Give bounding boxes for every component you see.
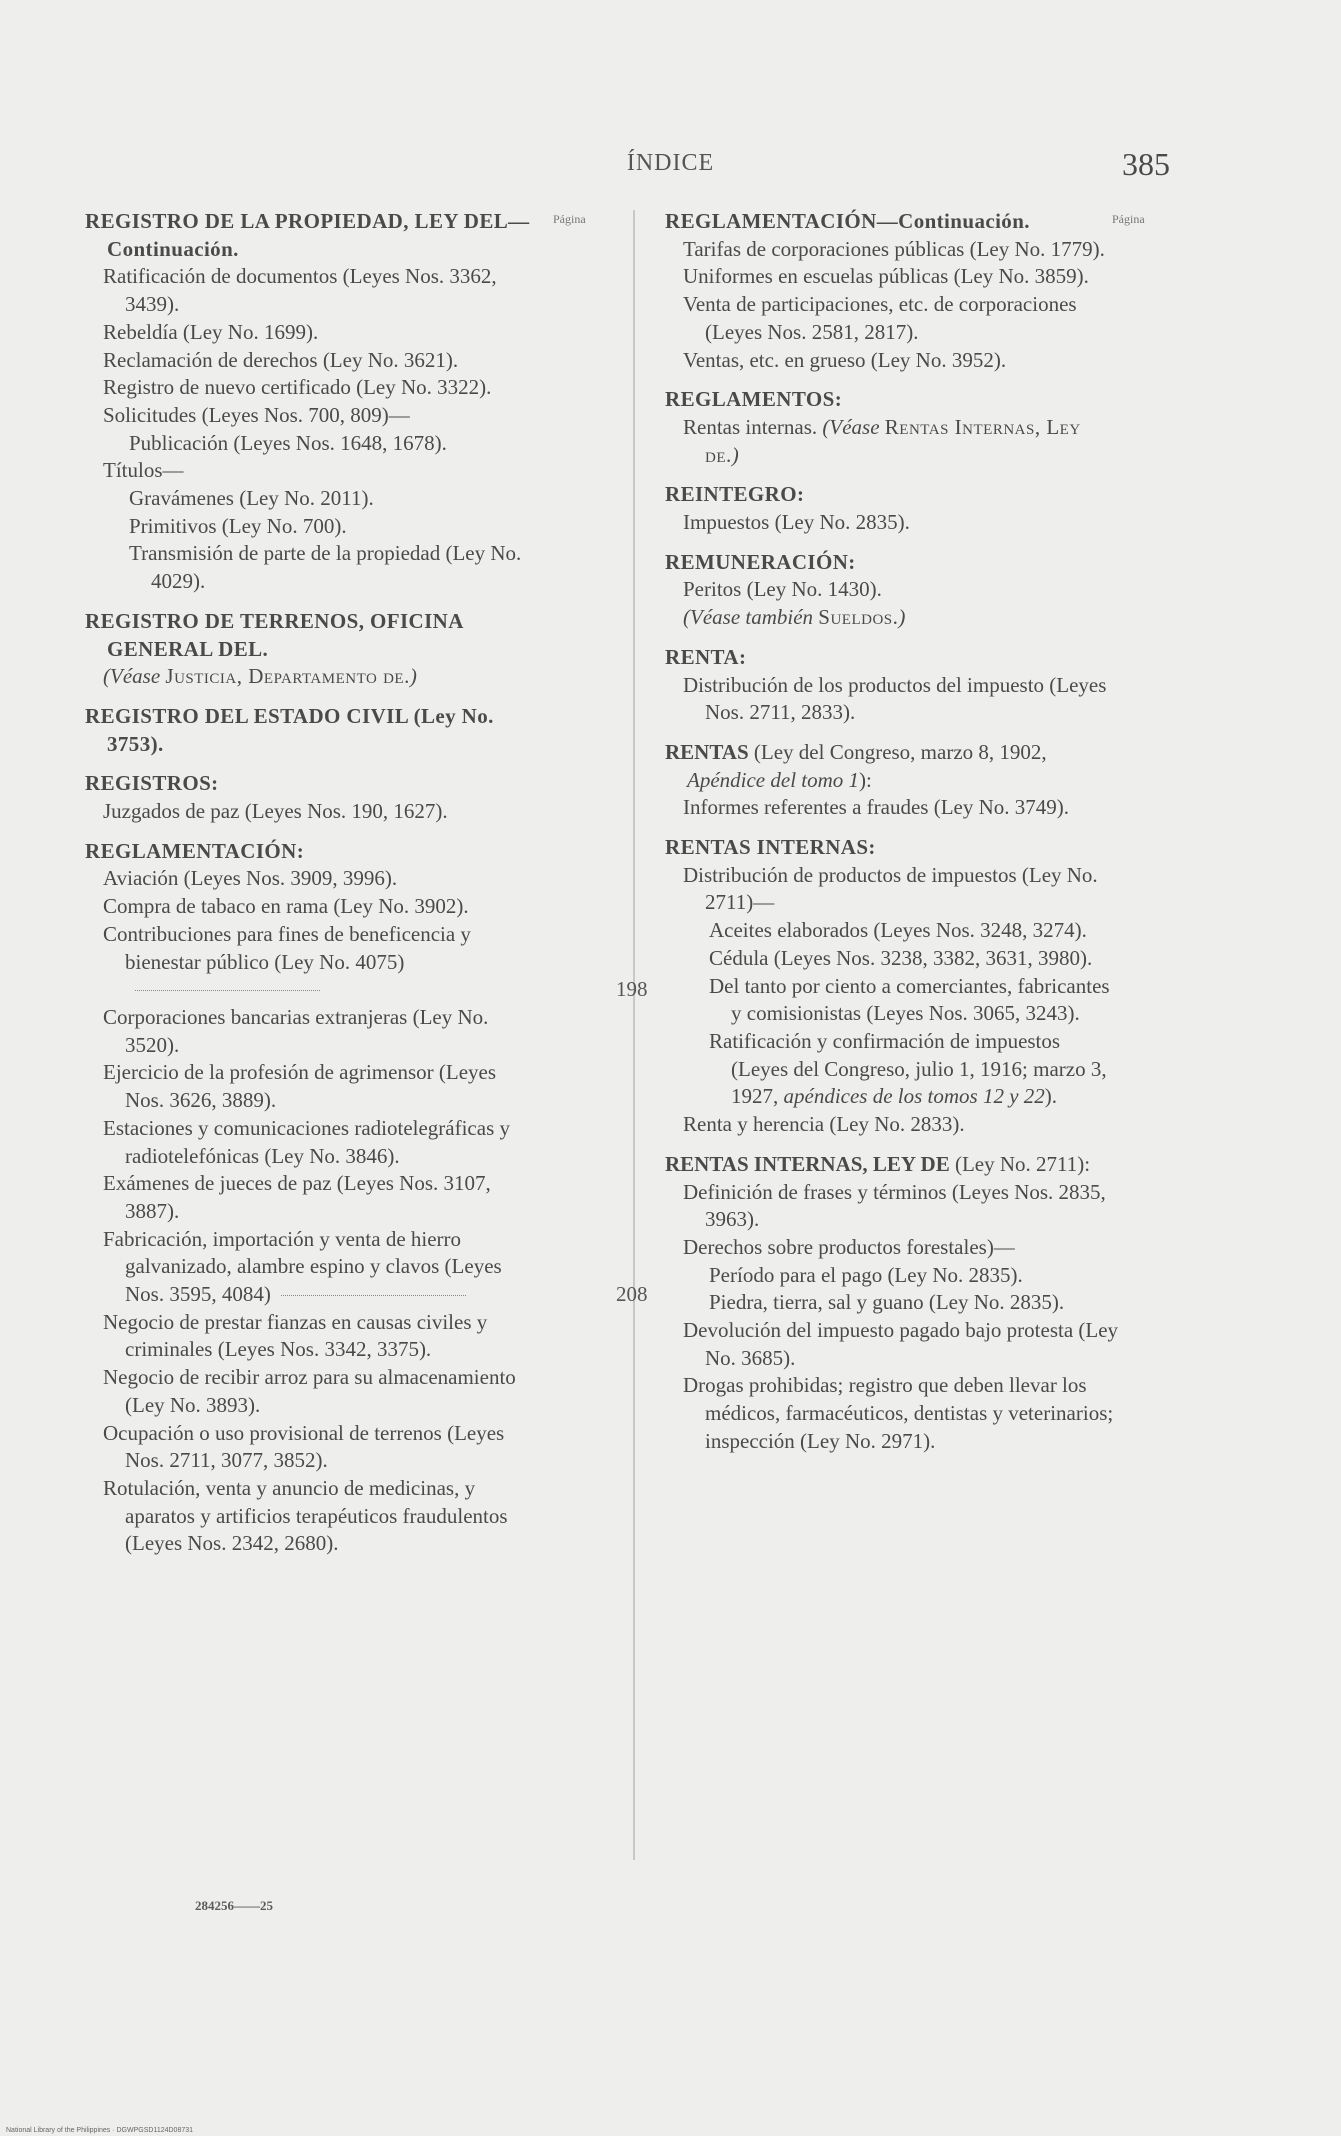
entry-text: Ratificación y confirmación de impuestos (Leyes del Congreso, julio 1, 1916; marzo 3, 1927,: [709, 1028, 1107, 1109]
index-entry: Distribución de productos de impuestos (Ley No. 2711)—: [683, 862, 1098, 915]
page-reference: 198: [616, 977, 648, 1002]
pagina-label-left: Página: [553, 212, 586, 226]
heading-word: RENTAS INTERNAS, LEY DE: [665, 1151, 950, 1176]
index-heading: REGISTRO DE LA PROPIEDAD, LEY DEL—Continuación.: [85, 209, 530, 261]
entry-text: Fabricación, importación y venta de hierro galvanizado, alambre espino y clavos (Leyes Nos. 3595, 4084): [103, 1226, 502, 1307]
index-heading: RENTA:: [665, 644, 747, 669]
index-heading-mixed: [665, 739, 1120, 794]
see-target: Justicia, Departamento de.: [165, 664, 410, 689]
index-entry: Definición de frases y términos (Leyes Nos. 2835, 3963).: [683, 1179, 1106, 1232]
index-entry: Ratificación de documentos (Leyes Nos. 3362, 3439).: [103, 264, 497, 317]
index-entry: Títulos—: [103, 458, 184, 483]
index-entry: Negocio de recibir arroz para su almacenamiento (Ley No. 3893).: [103, 1365, 516, 1417]
index-subentry: Primitivos (Ley No. 700).: [129, 513, 347, 538]
index-heading: REINTEGRO:: [665, 482, 805, 507]
index-entry: Solicitudes (Leyes Nos. 700, 809)—: [103, 402, 410, 427]
page-number: 385: [1122, 146, 1170, 182]
index-subentry: Del tanto por ciento a comerciantes, fabricantes y comisionistas (Leyes Nos. 3065, 3243).: [709, 973, 1110, 1026]
index-subentry: Aceites elaborados (Leyes Nos. 3248, 3274).: [709, 918, 1087, 943]
index-entry: Derechos sobre productos forestales)—: [683, 1234, 1015, 1259]
index-entry: Devolución del impuesto pagado bajo protesta (Ley No. 3685).: [683, 1318, 1119, 1370]
right-column: [665, 208, 1120, 1456]
index-entry: Drogas prohibidas; registro que deben llevar los médicos, farmacéuticos, dentistas y veterinarios; inspección (Ley No. 2971).: [683, 1373, 1114, 1453]
index-entry: Impuestos (Ley No. 2835).: [683, 510, 910, 535]
index-heading: REGISTROS:: [85, 771, 219, 796]
entry-text: Contribuciones para fines de beneficencia y bienestar público (Ley No. 4075): [103, 921, 471, 974]
index-heading: REGISTRO DEL ESTADO CIVIL (Ley No. 3753).: [85, 703, 494, 756]
entry-closing: ).: [1044, 1084, 1058, 1109]
see-target: Rentas Internas, Ley de.: [705, 414, 1081, 467]
index-entry: Corporaciones bancarias extranjeras (Ley No. 3520).: [103, 1004, 489, 1057]
running-title: ÍNDICE: [626, 150, 715, 176]
dot-leader: [281, 1295, 466, 1296]
index-entry: Ventas, etc. en grueso (Ley No. 3952).: [683, 347, 1007, 372]
index-subentry: Transmisión de parte de la propiedad (Ley No. 4029).: [129, 541, 522, 594]
entry-appendix: apéndices de los tomos 12 y 22: [783, 1084, 1045, 1109]
index-entry: Aviación (Leyes Nos. 3909, 3996).: [103, 866, 398, 891]
index-entry: Ocupación o uso provisional de terrenos (Leyes Nos. 2711, 3077, 3852).: [103, 1420, 505, 1473]
heading-appendix: Apéndice del tomo 1: [687, 767, 860, 792]
heading-word: RENTAS: [665, 739, 749, 764]
index-subentry: Piedra, tierra, sal y guano (Ley No. 2835).: [709, 1290, 1065, 1315]
printer-code: 284256——25: [195, 1898, 273, 1913]
index-entry: [683, 414, 1120, 469]
index-subentry: Período para el pago (Ley No. 2835).: [709, 1262, 1023, 1287]
index-entry: Peritos (Ley No. 1430).: [683, 577, 882, 602]
index-entry: Venta de participaciones, etc. de corporaciones (Leyes Nos. 2581, 2817).: [683, 292, 1077, 344]
index-heading: REGISTRO DE TERRENOS, OFICINA GENERAL DEL.: [85, 608, 463, 661]
index-entry: Distribución de los productos del impuesto (Leyes Nos. 2711, 2833).: [683, 672, 1107, 725]
index-heading: REMUNERACIÓN:: [665, 549, 856, 574]
index-entry: Compra de tabaco en rama (Ley No. 3902).: [103, 894, 469, 919]
see-target: Sueldos.: [818, 605, 899, 630]
index-entry-with-page: [103, 921, 648, 1004]
index-entry: Renta y herencia (Ley No. 2833).: [683, 1112, 965, 1137]
index-heading: REGLAMENTACIÓN:: [85, 838, 305, 863]
cross-reference: (Véase Rentas Internas, Ley de.): [705, 414, 1081, 467]
heading-detail: (Ley del Congreso, marzo 8, 1902,: [753, 739, 1047, 764]
page-reference: 208: [616, 1282, 648, 1307]
scan-credit: National Library of the Philippines · DGWPGSD1124D08731: [6, 2127, 194, 2134]
index-heading: REGLAMENTACIÓN—Continuación.: [665, 209, 1030, 233]
entry-text: Rentas internas.: [683, 414, 818, 439]
index-entry: Uniformes en escuelas públicas (Ley No. 3859).: [683, 264, 1089, 289]
cross-reference: (Véase también Sueldos.): [683, 605, 906, 630]
heading-detail: (Ley No. 2711):: [954, 1151, 1091, 1176]
see-word: Véase: [110, 664, 161, 689]
index-entry: Registro de nuevo certificado (Ley No. 3322).: [103, 375, 492, 400]
index-entry: Rotulación, venta y anuncio de medicinas, y aparatos y artificios terapéuticos fraudulentos (Leyes Nos. 2342, 2680).: [103, 1475, 508, 1556]
index-entry: Rebeldía (Ley No. 1699).: [103, 319, 319, 344]
cross-reference: (Véase Justicia, Departamento de.): [103, 664, 417, 689]
index-entry: Reclamación de derechos (Ley No. 3621).: [103, 347, 459, 372]
index-entry: Tarifas de corporaciones públicas (Ley No. 1779).: [683, 236, 1105, 261]
index-entry: Estaciones y comunicaciones radiotelegráficas y radiotelefónicas (Ley No. 3846).: [103, 1115, 510, 1168]
index-heading-mixed: [665, 1151, 1120, 1179]
heading-closing: ):: [859, 767, 872, 792]
index-heading: REGLAMENTOS:: [665, 387, 843, 412]
dot-leader: [135, 990, 320, 991]
see-word: Véase: [829, 414, 880, 439]
index-entry: Exámenes de jueces de paz (Leyes Nos. 3107, 3887).: [103, 1171, 491, 1223]
index-subentry: [709, 1028, 1120, 1111]
index-entry: Negocio de prestar fianzas en causas civiles y criminales (Leyes Nos. 3342, 3375).: [103, 1309, 488, 1362]
index-entry: Ejercicio de la profesión de agrimensor (Leyes Nos. 3626, 3889).: [103, 1060, 497, 1113]
column-divider: [633, 210, 635, 1860]
index-entry-with-page: [103, 1226, 648, 1309]
index-heading: RENTAS INTERNAS:: [665, 835, 876, 860]
index-subentry: Publicación (Leyes Nos. 1648, 1678).: [129, 430, 447, 455]
see-word: Véase también: [690, 605, 814, 630]
index-subentry: Cédula (Leyes Nos. 3238, 3382, 3631, 3980).: [709, 945, 1093, 970]
index-entry: Informes referentes a fraudes (Ley No. 3749).: [683, 795, 1069, 820]
index-entry: Juzgados de paz (Leyes Nos. 190, 1627).: [103, 799, 448, 824]
pagina-label-right: Página: [1112, 212, 1145, 226]
index-subentry: Gravámenes (Ley No. 2011).: [129, 486, 374, 511]
